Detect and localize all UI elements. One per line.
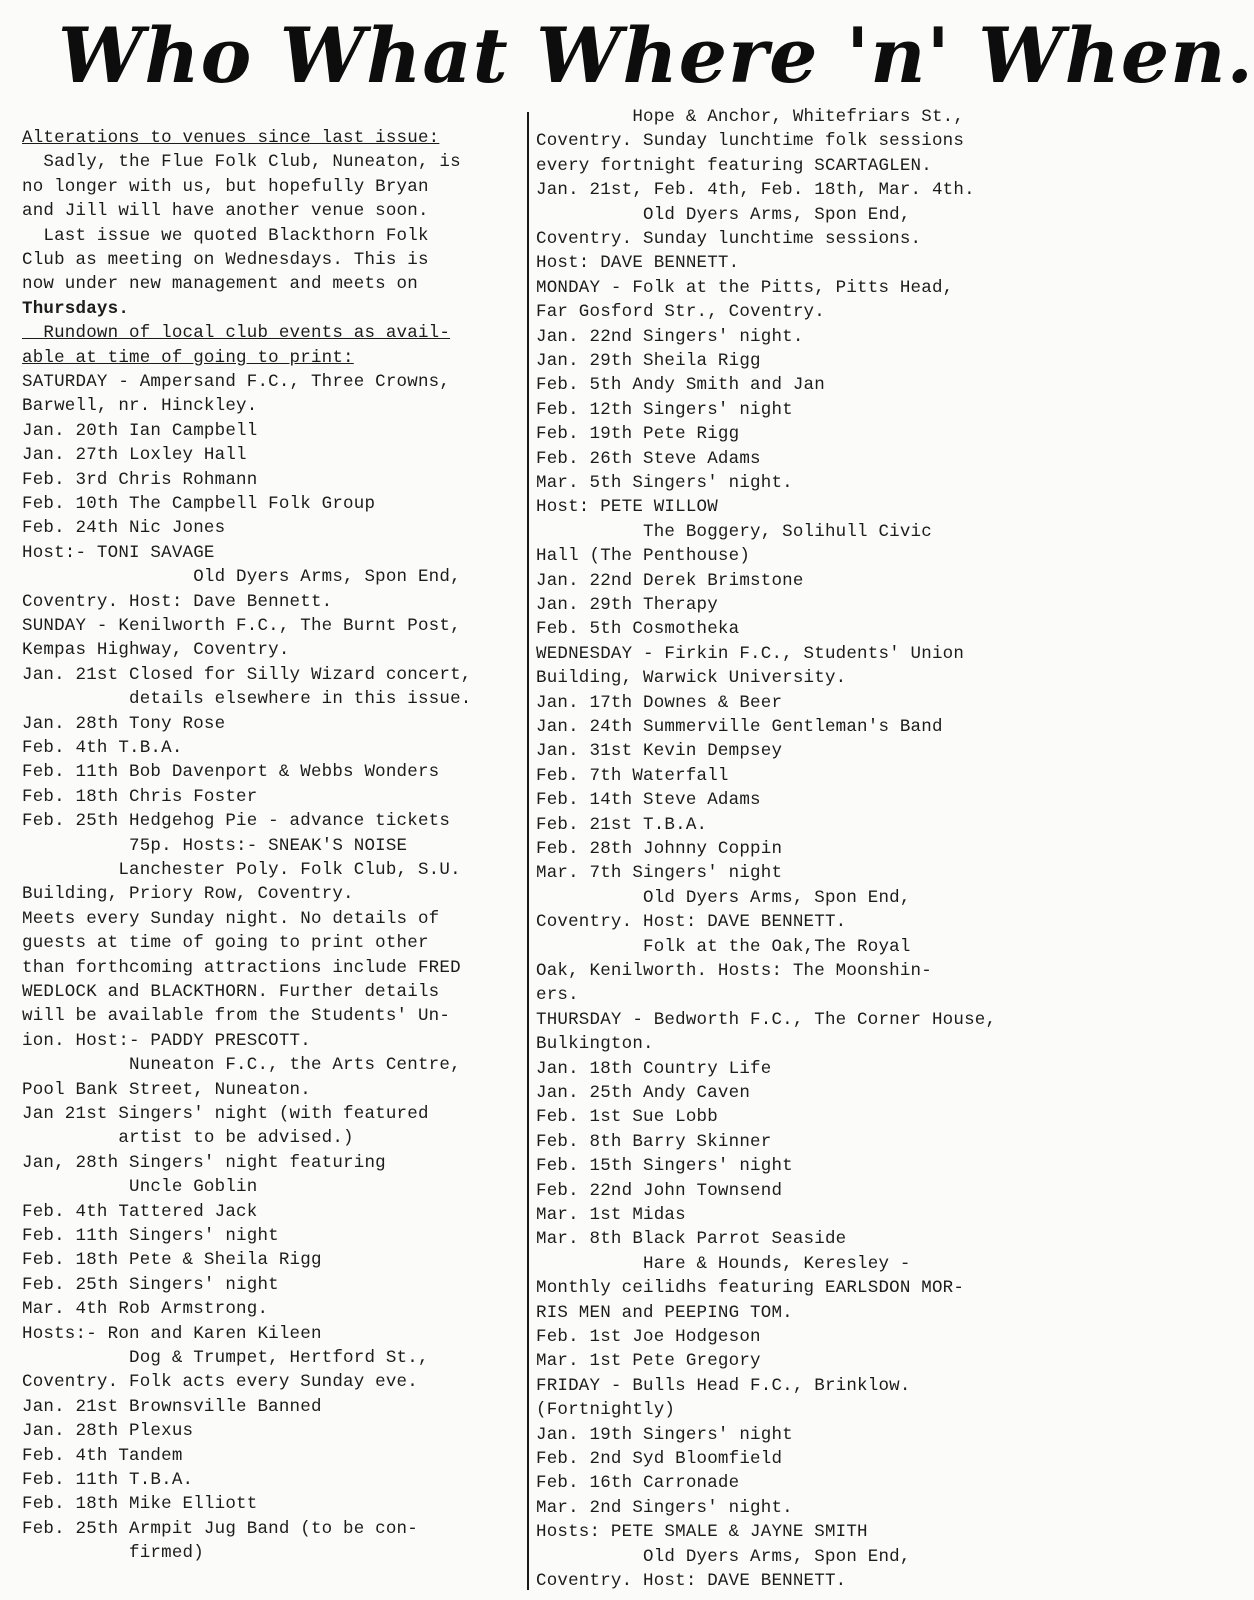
listing-line: Hare & Hounds, Keresley -	[536, 1253, 911, 1274]
listing-line: Jan. 21st Closed for Silly Wizard concert,	[22, 664, 472, 685]
listing-line: Jan. 21st, Feb. 4th, Feb. 18th, Mar. 4th.	[536, 180, 975, 201]
listing-line: artist to be advised.)	[22, 1128, 354, 1149]
listing-line: Feb. 19th Pete Rigg	[536, 424, 740, 445]
listing-line: Jan. 31st Kevin Dempsey	[536, 741, 783, 762]
listing-line: Thursdays.	[22, 298, 130, 319]
listing-line: Jan. 29th Sheila Rigg	[536, 351, 761, 371]
listing-line: Feb. 5th Cosmotheka	[536, 619, 740, 640]
listing-line: Rundown of local club events as avail-	[22, 323, 451, 344]
listing-line: Jan. 28th Plexus	[22, 1421, 194, 1442]
listing-line: ers.	[536, 985, 579, 1006]
listing-line: WEDNESDAY - Firkin F.C., Students' Union	[536, 643, 965, 664]
listing-line: Old Dyers Arms, Spon End,	[536, 887, 911, 908]
listing-line: Feb. 25th Armpit Jug Band (to be con-	[22, 1518, 418, 1539]
listing-line: RIS MEN and PEEPING TOM.	[536, 1302, 793, 1323]
column-divider	[527, 112, 529, 1590]
listing-line: Building, Warwick University.	[536, 668, 847, 689]
listing-line: Feb. 1st Joe Hodgeson	[536, 1327, 761, 1347]
listing-line: Coventry. Host: DAVE BENNETT.	[536, 912, 847, 933]
listing-line: Feb. 4th Tattered Jack	[22, 1201, 258, 1222]
listing-line: Mar. 5th Singers' night.	[536, 473, 793, 493]
listing-line: Mar. 1st Midas	[536, 1205, 686, 1225]
listing-line: Hall (The Penthouse)	[536, 546, 751, 567]
listing-line: Hope & Anchor, Whitefriars St.,	[536, 107, 965, 127]
listing-line: SATURDAY - Ampersand F.C., Three Crowns,	[22, 372, 451, 392]
listing-line: able at time of going to print:	[22, 347, 354, 368]
listing-line: Alterations to venues since last issue:	[22, 128, 440, 148]
listing-line: Jan. 17th Downes & Beer	[536, 692, 783, 713]
listing-line: Uncle Goblin	[22, 1177, 258, 1198]
listing-line: Mar. 8th Black Parrot Seaside	[536, 1229, 847, 1250]
listing-line: Feb. 5th Andy Smith and Jan	[536, 375, 825, 396]
listing-line: Feb. 26th Steve Adams	[536, 448, 761, 469]
listing-line: Feb. 21st T.B.A.	[536, 814, 708, 835]
listing-line: Host:- TONI SAVAGE	[22, 542, 215, 563]
listing-line: WEDLOCK and BLACKTHORN. Further details	[22, 982, 440, 1002]
listing-line: Feb. 11th T.B.A.	[22, 1470, 194, 1490]
listing-line: Feb. 25th Hedgehog Pie - advance tickets	[22, 811, 451, 832]
listing-line: Feb. 18th Chris Foster	[22, 786, 258, 807]
listing-line: Feb. 18th Mike Elliott	[22, 1494, 258, 1515]
listing-line: Oak, Kenilworth. Hosts: The Moonshin-	[536, 961, 932, 981]
listing-line: Meets every Sunday night. No details of	[22, 908, 440, 929]
listing-line: THURSDAY - Bedworth F.C., The Corner House,	[536, 1009, 997, 1030]
page-title: Who What Where 'n' When.	[58, 11, 1254, 100]
listing-line: Jan. 19th Singers' night	[536, 1424, 793, 1445]
listing-line: Monthly ceilidhs featuring EARLSDON MOR-	[536, 1278, 965, 1299]
listing-line: Old Dyers Arms, Spon End,	[536, 204, 911, 225]
listing-line: Jan. 20th Ian Campbell	[22, 420, 258, 441]
listing-line: Coventry. Host: Dave Bennett.	[22, 591, 333, 612]
listing-line: Feb. 25th Singers' night	[22, 1274, 279, 1295]
listing-line: Feb. 22nd John Townsend	[536, 1180, 783, 1201]
listing-line: Feb. 28th Johnny Coppin	[536, 839, 783, 859]
listing-line: Old Dyers Arms, Spon End,	[22, 567, 461, 588]
listing-line: Pool Bank Street, Nuneaton.	[22, 1079, 311, 1100]
listing-line: Feb. 14th Steve Adams	[536, 790, 761, 811]
listing-line: Jan. 22nd Singers' night.	[536, 326, 804, 347]
listing-line: no longer with us, but hopefully Bryan	[22, 176, 429, 197]
listing-line: Far Gosford Str., Coventry.	[536, 302, 825, 323]
listing-line: Jan. 24th Summerville Gentleman's Band	[536, 717, 943, 737]
listing-line: Barwell, nr. Hinckley.	[22, 396, 258, 417]
listing-line: Jan, 28th Singers' night featuring	[22, 1152, 386, 1173]
listing-line: Nuneaton F.C., the Arts Centre,	[22, 1055, 461, 1076]
listing-line: Jan. 21st Brownsville Banned	[22, 1396, 322, 1417]
listing-line: Feb. 16th Carronade	[536, 1473, 740, 1494]
listing-line: Kempas Highway, Coventry.	[22, 640, 290, 661]
listing-line: Jan. 28th Tony Rose	[22, 713, 226, 734]
listing-line: Sadly, the Flue Folk Club, Nuneaton, is	[22, 152, 461, 173]
listing-line: (Fortnightly)	[536, 1400, 676, 1421]
listing-line: Feb. 15th Singers' night	[536, 1156, 793, 1177]
listing-line: Coventry. Sunday lunchtime sessions.	[536, 229, 922, 249]
listing-line: Feb. 3rd Chris Rohmann	[22, 469, 258, 490]
listing-line: every fortnight featuring SCARTAGLEN.	[536, 155, 932, 176]
listing-line: Last issue we quoted Blackthorn Folk	[22, 225, 429, 246]
listing-line: Feb. 1st Sue Lobb	[536, 1107, 718, 1128]
listing-line: Coventry. Folk acts every Sunday eve.	[22, 1372, 418, 1393]
listing-line: Host: PETE WILLOW	[536, 497, 718, 518]
listing-line: Jan. 22nd Derek Brimstone	[536, 570, 804, 591]
listing-line: guests at time of going to print other	[22, 933, 429, 954]
listing-line: Feb. 10th The Campbell Folk Group	[22, 494, 376, 514]
listing-line: ion. Host:- PADDY PRESCOTT.	[22, 1030, 311, 1051]
listing-line: Jan. 18th Country Life	[536, 1058, 772, 1079]
listing-line: Bulkington.	[536, 1034, 654, 1055]
listing-line: MONDAY - Folk at the Pitts, Pitts Head,	[536, 277, 954, 298]
listing-line: Club as meeting on Wednesdays. This is	[22, 250, 429, 270]
listing-line: Feb. 2nd Syd Bloomfield	[536, 1449, 783, 1469]
listing-line: now under new management and meets on	[22, 274, 418, 295]
listing-line: Jan 21st Singers' night (with featured	[22, 1104, 429, 1124]
listing-line: than forthcoming attractions include FRED	[22, 957, 461, 978]
listing-line: Mar. 1st Pete Gregory	[536, 1351, 761, 1372]
listing-line: Feb. 11th Singers' night	[22, 1226, 279, 1246]
listing-line: Feb. 4th Tandem	[22, 1445, 183, 1466]
listing-line: Dog & Trumpet, Hertford St.,	[22, 1348, 429, 1368]
listing-line: Coventry. Host: DAVE BENNETT.	[536, 1571, 847, 1591]
listing-line: Jan. 25th Andy Caven	[536, 1083, 751, 1103]
listing-line: will be available from the Students' Un-	[22, 1006, 451, 1027]
listing-line: and Jill will have another venue soon.	[22, 201, 429, 222]
listing-line: Building, Priory Row, Coventry.	[22, 884, 354, 905]
listing-line: Host: DAVE BENNETT.	[536, 253, 740, 274]
listing-line: Feb. 18th Pete & Sheila Rigg	[22, 1250, 322, 1271]
listing-line: Lanchester Poly. Folk Club, S.U.	[22, 860, 461, 880]
listing-line: Feb. 12th Singers' night	[536, 399, 793, 420]
listing-line: The Boggery, Solihull Civic	[536, 521, 932, 542]
listing-line: SUNDAY - Kenilworth F.C., The Burnt Post,	[22, 616, 461, 636]
listing-line: firmed)	[22, 1543, 204, 1564]
listing-line: Mar. 4th Rob Armstrong.	[22, 1299, 269, 1320]
listing-line: Mar. 7th Singers' night	[536, 863, 783, 884]
listing-line: Jan. 29th Therapy	[536, 595, 718, 615]
listing-line: Coventry. Sunday lunchtime folk sessions	[536, 131, 965, 152]
listing-line: Hosts:- Ron and Karen Kileen	[22, 1323, 322, 1344]
listing-line: Mar. 2nd Singers' night.	[536, 1497, 793, 1518]
listing-line: Feb. 4th T.B.A.	[22, 738, 183, 758]
listing-line: Jan. 27th Loxley Hall	[22, 445, 247, 466]
listing-line: details elsewhere in this issue.	[22, 689, 472, 710]
listing-line: Feb. 11th Bob Davenport & Webbs Wonders	[22, 762, 440, 783]
listing-line: Old Dyers Arms, Spon End,	[536, 1546, 911, 1567]
listing-line: Feb. 24th Nic Jones	[22, 518, 226, 539]
listing-line: FRIDAY - Bulls Head F.C., Brinklow.	[536, 1375, 911, 1396]
listing-line: Folk at the Oak,The Royal	[536, 936, 911, 957]
listing-line: 75p. Hosts:- SNEAK'S NOISE	[22, 835, 408, 856]
listing-line: Feb. 8th Barry Skinner	[536, 1131, 772, 1152]
listing-line: Feb. 7th Waterfall	[536, 765, 729, 786]
listing-line: Hosts: PETE SMALE & JAYNE SMITH	[536, 1522, 868, 1543]
